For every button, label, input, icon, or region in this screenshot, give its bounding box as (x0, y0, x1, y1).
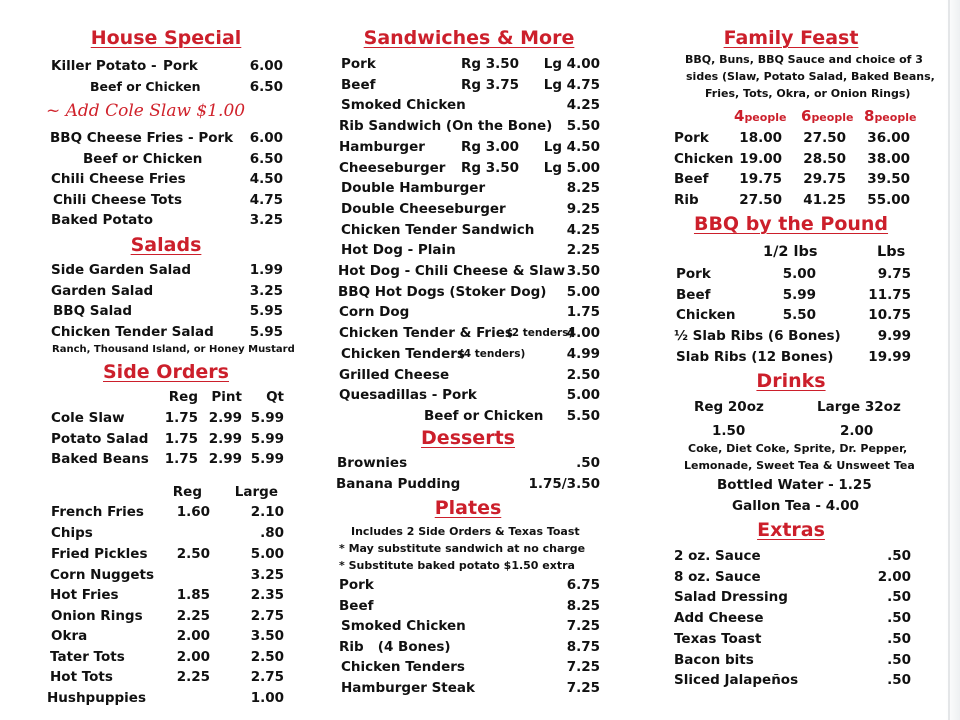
handwritten-cole-slaw-note: ~ Add Cole Slaw $1.00 (46, 101, 246, 121)
list-item: Beef (341, 76, 376, 93)
list-item-price: 1.75 (566, 304, 600, 321)
half-slab-ribs-label: ½ Slab Ribs (6 Bones) (674, 328, 841, 344)
list-item-price: 2.25 (566, 242, 600, 259)
cell-reg: 1.85 (176, 587, 210, 603)
list-item-price: 1.75/3.50 (528, 476, 600, 492)
drink-price-large: 2.00 (840, 423, 874, 439)
side-orders-heading: Side Orders (103, 361, 229, 383)
people-count: 8 (864, 107, 875, 125)
cell-qt: 5.99 (250, 431, 284, 447)
family-feast-desc-line1: BBQ, Buns, BBQ Sauce and choice of 3 (685, 53, 923, 66)
gallon-tea: Gallon Tea - 4.00 (732, 498, 860, 514)
col-header-pint: Pint (211, 389, 242, 405)
list-item: Hamburger Steak (341, 680, 476, 696)
list-item: Brownies (337, 455, 408, 471)
family-feast-desc-line3: Fries, Tots, Okra, or Onion Rings) (705, 87, 911, 100)
table-row: Rib (674, 191, 699, 208)
people-word: people (811, 111, 854, 124)
list-item-price: 2.50 (566, 366, 600, 383)
cell-lbs: 9.75 (877, 266, 911, 282)
list-item-price: Lg 5.00 (543, 159, 600, 176)
list-item: Garden Salad (51, 283, 154, 299)
killer-potato-label: Killer Potato - (51, 58, 157, 74)
cell-qt: 5.99 (250, 410, 284, 426)
cell-large: 3.25 (250, 567, 284, 583)
list-item-regular-price: Rg 3.00 (461, 138, 520, 155)
list-item: Chicken Tender Salad (51, 324, 214, 340)
half-slab-ribs-price: 9.99 (877, 328, 911, 344)
cell-reg: 2.00 (176, 649, 210, 665)
list-item-regular-price: Rg 3.50 (461, 56, 520, 72)
cell-reg: 1.75 (164, 410, 198, 426)
slab-ribs-price: 19.99 (868, 349, 911, 365)
list-item: Sliced Jalapeños (674, 672, 799, 689)
table-row: Corn Nuggets (50, 567, 155, 583)
bbq-cheese-fries-price: 6.00 (249, 130, 283, 146)
col-header-lbs: Lbs (877, 244, 906, 260)
cell-large: 2.50 (250, 649, 284, 665)
cell-pint: 2.99 (208, 431, 242, 447)
list-item: Hot Dog - Plain (341, 242, 456, 259)
page-edge-line (948, 0, 950, 720)
family-feast-heading: Family Feast (723, 27, 859, 49)
table-cell: 18.00 (739, 130, 782, 146)
table-row: Onion Rings (51, 608, 143, 624)
killer-potato-bc-price: 6.50 (249, 79, 283, 95)
table-row: Chips (51, 525, 93, 541)
col-header-reg-2: Reg (172, 484, 202, 500)
cell-reg: 1.75 (164, 451, 198, 467)
baked-potato-label: Baked Potato (51, 212, 153, 228)
table-row: Fried Pickles (51, 546, 148, 562)
list-item: Texas Toast (674, 630, 762, 647)
table-cell: 19.00 (739, 150, 782, 167)
people-count: 6 (801, 107, 812, 125)
list-item-price: 5.00 (566, 283, 600, 300)
list-item-price: 5.95 (249, 324, 283, 340)
list-item-note: (4 tenders) (459, 347, 526, 360)
list-item-price: 7.25 (566, 618, 600, 634)
people-word: people (874, 111, 917, 124)
cell-pint: 2.99 (208, 451, 242, 467)
cell-qt: 5.99 (250, 451, 284, 467)
list-item: Rib (4 Bones) (339, 639, 451, 655)
list-item-price: 6.75 (566, 577, 600, 593)
list-item-price: .50 (887, 548, 911, 564)
people-word: people (744, 111, 787, 124)
list-item-price: Lg 4.00 (543, 56, 600, 72)
table-row: Okra (51, 628, 88, 644)
list-item: Quesadillas - Pork (339, 387, 477, 404)
desserts-heading: Desserts (421, 427, 515, 449)
extras-heading: Extras (757, 519, 825, 541)
list-item: Double Cheeseburger (341, 200, 506, 217)
list-item-note-wrap (455, 345, 525, 364)
col-header-large: Large (234, 484, 278, 500)
table-row: Beef (676, 287, 711, 303)
drinks-list-line1: Coke, Diet Coke, Sprite, Dr. Pepper, (688, 442, 908, 455)
col-header-reg: Reg (168, 389, 198, 405)
list-item: Smoked Chicken (341, 97, 466, 114)
cell-large: 2.75 (250, 608, 284, 624)
house-special-heading: House Special (90, 27, 242, 49)
people-6-header (801, 107, 853, 125)
list-item-price: .50 (887, 589, 911, 606)
table-cell: 27.50 (803, 130, 846, 146)
table-row: Potato Salad (51, 431, 149, 447)
chili-cheese-fries-label: Chili Cheese Fries (51, 171, 186, 187)
list-item-price: 9.25 (566, 200, 600, 217)
table-cell: 55.00 (867, 191, 910, 208)
plates-note-baked-potato: * Substitute baked potato $1.50 extra (339, 559, 575, 572)
list-item: Pork (339, 577, 374, 593)
dressing-note: Ranch, Thousand Island, or Honey Mustard (52, 344, 295, 355)
list-item: Salad Dressing (674, 589, 788, 606)
baked-potato-price: 3.25 (249, 212, 283, 228)
bbq-pound-heading: BBQ by the Pound (693, 213, 889, 235)
list-item: Corn Dog (339, 304, 410, 321)
list-item: Add Cheese (674, 610, 764, 627)
chili-cheese-tots-label: Chili Cheese Tots (53, 192, 183, 208)
list-item-price: Lg 4.75 (543, 76, 600, 93)
table-cell: 41.25 (803, 191, 846, 208)
list-item: 8 oz. Sauce (674, 568, 761, 585)
bbq-cheese-fries-label: BBQ Cheese Fries - Pork (50, 130, 234, 146)
drink-size-large: Large 32oz (817, 399, 901, 415)
cell-lbs: 10.75 (868, 307, 911, 323)
list-item-price: 5.00 (566, 387, 600, 404)
list-item: Cheeseburger (339, 159, 446, 176)
cell-large: 2.35 (250, 587, 284, 603)
cell-large: 5.00 (250, 546, 284, 562)
table-row: Pork (674, 130, 709, 146)
cell-reg: 2.50 (176, 546, 210, 562)
table-cell: 19.75 (739, 171, 782, 187)
list-item-price: 5.50 (566, 118, 600, 135)
col-header-half-lbs: 1/2 lbs (763, 244, 818, 260)
table-cell: 29.75 (803, 171, 846, 187)
list-item-price: 3.25 (249, 283, 283, 299)
family-feast-desc-line2: sides (Slaw, Potato Salad, Baked Beans, (686, 70, 935, 83)
col-header-qt: Qt (266, 389, 284, 405)
list-item: 2 oz. Sauce (674, 548, 761, 564)
list-item-price: 4.25 (566, 221, 600, 238)
salads-heading: Salads (130, 234, 202, 256)
table-row: Cole Slaw (51, 410, 125, 426)
list-item-price: 7.25 (566, 680, 600, 696)
list-item-price: 4.25 (566, 97, 600, 114)
list-item: Beef or Chicken (424, 407, 544, 424)
cell-large: .80 (260, 525, 284, 541)
table-cell: 36.00 (867, 130, 910, 146)
table-cell: 39.50 (867, 171, 910, 187)
cell-half: 5.50 (782, 307, 816, 323)
bbq-cheese-fries-bc-price: 6.50 (249, 151, 283, 167)
list-item: Banana Pudding (336, 476, 461, 492)
list-item-price: .50 (576, 455, 600, 471)
list-item-price: .50 (887, 672, 911, 689)
people-4-header (734, 107, 786, 125)
list-item: Pork (341, 56, 376, 72)
people-count: 4 (734, 107, 745, 125)
table-row: Tater Tots (50, 649, 125, 665)
cell-pint: 2.99 (208, 410, 242, 426)
list-item-note: (2 tenders) (507, 327, 574, 340)
table-row: Baked Beans (51, 451, 149, 467)
plates-note-substitute-sandwich: * May substitute sandwich at no charge (339, 542, 586, 555)
list-item-price: .50 (887, 651, 911, 668)
cell-large: 3.50 (250, 628, 284, 644)
bbq-cheese-fries-beef-chicken: Beef or Chicken (83, 151, 203, 167)
cell-half: 5.99 (782, 287, 816, 303)
list-item: Side Garden Salad (51, 262, 192, 278)
list-item: Hamburger (339, 138, 425, 155)
list-item: Chicken Tender Sandwich (341, 221, 535, 238)
cell-reg: 2.25 (176, 669, 210, 685)
list-item-price: Lg 4.50 (543, 138, 600, 155)
list-item: Bacon bits (674, 651, 754, 668)
list-item-price: 5.95 (249, 303, 283, 319)
list-item-price: 8.25 (566, 180, 600, 197)
killer-potato-pork: Pork (163, 58, 198, 74)
people-8-header (864, 107, 916, 125)
plates-note-includes: Includes 2 Side Orders & Texas Toast (351, 525, 580, 538)
list-item-price: 4.99 (566, 345, 600, 362)
chili-cheese-fries-price: 4.50 (249, 171, 283, 187)
drink-price-reg: 1.50 (712, 423, 746, 439)
table-row: Hot Tots (50, 669, 113, 685)
bottled-water: Bottled Water - 1.25 (717, 477, 872, 493)
list-item: Grilled Cheese (339, 366, 450, 383)
drink-size-reg: Reg 20oz (694, 399, 764, 415)
table-row: Hushpuppies (47, 690, 146, 706)
cell-reg: 1.60 (176, 504, 210, 520)
list-item: Chicken Tenders (341, 659, 465, 675)
cell-large: 2.75 (250, 669, 284, 685)
list-item: Smoked Chicken (341, 618, 466, 634)
plates-heading: Plates (434, 497, 502, 519)
list-item-regular-price: Rg 3.75 (461, 76, 520, 93)
table-row: Chicken (674, 150, 734, 167)
table-row: French Fries (51, 504, 144, 520)
table-cell: 38.00 (867, 150, 910, 167)
list-item: Rib Sandwich (On the Bone) (339, 118, 553, 135)
list-item-price: 1.99 (249, 262, 283, 278)
cell-large: 2.10 (250, 504, 284, 520)
cell-half: 5.00 (782, 266, 816, 282)
list-item: Hot Dog - Chili Cheese & Slaw (338, 263, 566, 279)
list-item-price: .50 (887, 610, 911, 627)
list-item-price: 5.50 (566, 407, 600, 424)
table-cell: 27.50 (739, 191, 782, 208)
list-item: BBQ Salad (53, 303, 132, 319)
list-item-price: 2.00 (877, 568, 911, 585)
list-item: Chicken Tenders (341, 345, 465, 362)
table-row: Beef (674, 171, 709, 187)
list-item: Chicken Tender & Fries (339, 325, 513, 342)
list-item-regular-price: Rg 3.50 (461, 159, 520, 176)
cell-reg: 2.00 (176, 628, 210, 644)
list-item-price: 4.00 (566, 325, 600, 342)
cell-lbs: 11.75 (868, 287, 911, 303)
chili-cheese-tots-price: 4.75 (249, 192, 283, 208)
killer-potato-price: 6.00 (249, 58, 283, 74)
list-item: Double Hamburger (341, 180, 486, 197)
list-item-price: 8.25 (566, 598, 600, 614)
list-item-price: 7.25 (566, 659, 600, 675)
table-row: Hot Fries (50, 587, 119, 603)
drinks-list-line2: Lemonade, Sweet Tea & Unsweet Tea (684, 459, 915, 472)
list-item: Beef (339, 598, 374, 614)
list-item: BBQ Hot Dogs (Stoker Dog) (338, 283, 547, 300)
list-item-price: 8.75 (566, 639, 600, 655)
cell-reg: 1.75 (164, 431, 198, 447)
cell-reg: 2.25 (176, 608, 210, 624)
table-cell: 28.50 (803, 150, 846, 167)
cell-large: 1.00 (250, 690, 284, 706)
slab-ribs-label: Slab Ribs (12 Bones) (676, 349, 834, 365)
list-item-price: 3.50 (566, 263, 600, 279)
killer-potato-beef-chicken: Beef or Chicken (90, 79, 201, 94)
table-row: Pork (676, 266, 711, 282)
sandwiches-heading: Sandwiches & More (363, 27, 575, 49)
drinks-heading: Drinks (756, 370, 826, 392)
list-item-price: .50 (887, 630, 911, 647)
table-row: Chicken (676, 307, 736, 323)
